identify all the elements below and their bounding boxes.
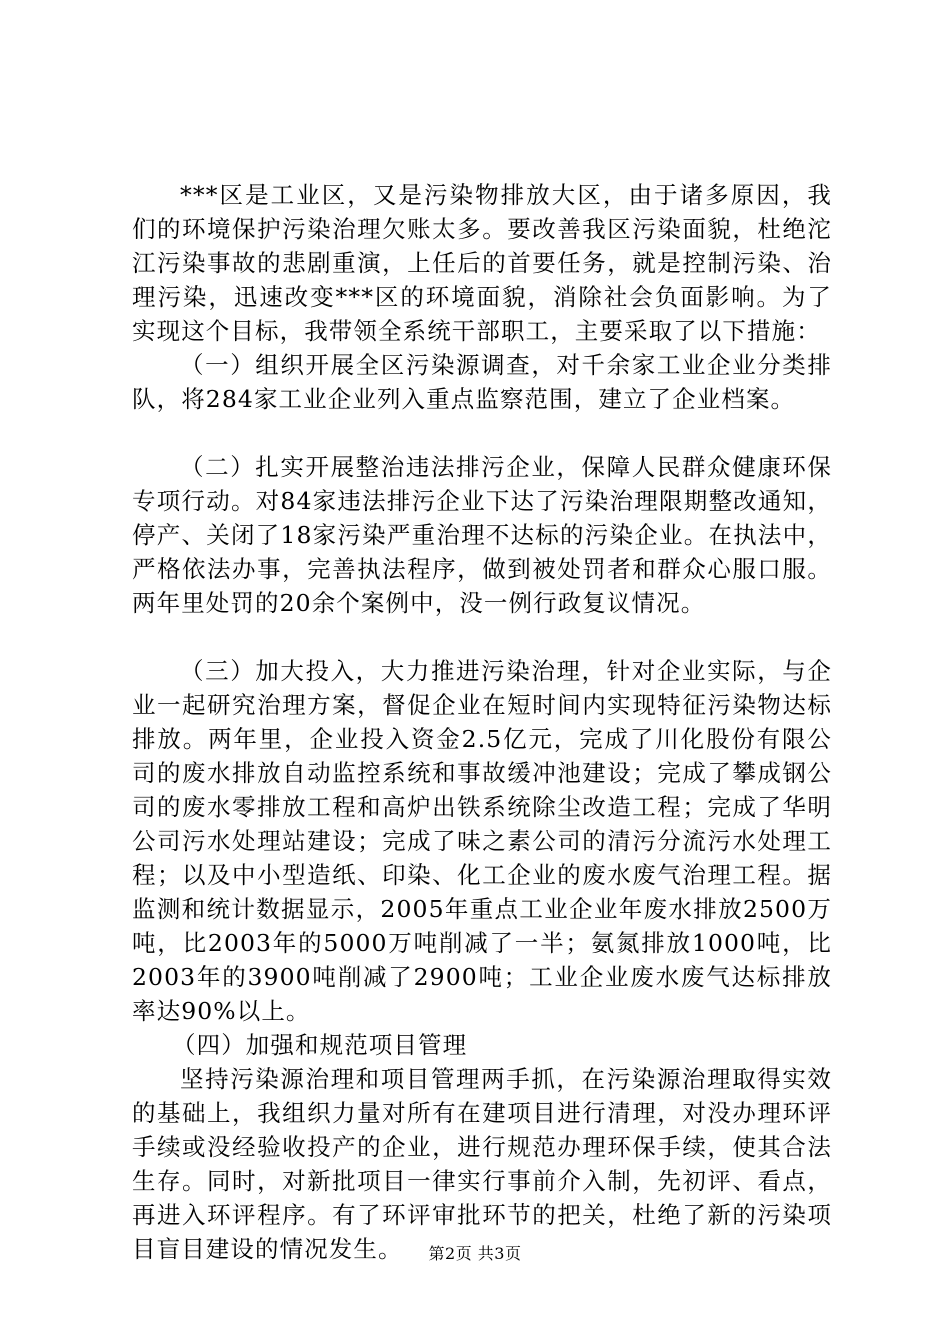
paragraph-item-4-body: 坚持污染源治理和项目管理两手抓，在污染源治理取得实效的基础上，我组织力量对所有在建项目进行清理，对没办理环评手续或没经验收投产的企业，进行规范办理环保手续，使其合法生存。同时，对新批项目一律实行事前介入制，先初评、看点，再进入环评程序。有了环评审批环节的把关，杜绝了新的污染项目盲目建设的情况发生。 [132,1065,832,1263]
paragraph-item-1: （一）组织开展全区污染源调查，对千余家工业企业分类排队，将284家工业企业列入重点监察范围，建立了企业档案。 [132,351,832,413]
paragraph-spacer [132,416,832,450]
paragraph-item-3: （三）加大投入，大力推进污染治理，针对企业实际，与企业一起研究治理方案，督促企业在短时间内实现特征污染物达标排放。两年里，企业投入资金2.5亿元，完成了川化股份有限公司的废水排放自动监控系统和事故缓冲池建设；完成了攀成钢公司的废水零排放工程和高炉出铁系统除尘改造工程；完成了华明公司污水处理站建设；完成了味之素公司的清污分流污水处理工程；以及中小型造纸、印染、化工企业的废水废气治理工程。据监测和统计数据显示，2005年重点工业企业年废水排放2500万吨，比2003年的5000万吨削减了一半；氨氮排放1000吨，比2003年的3900吨削减了2900吨；工业企业废水废气达标排放率达90%以上。 [132,657,832,1025]
section-heading-item-4: （四）加强和规范项目管理 [172,1031,468,1059]
paragraph-intro: ***区是工业区，又是污染物排放大区，由于诸多原因，我们的环境保护污染治理欠账太多。要改善我区污染面貌，杜绝沱江污染事故的悲剧重演，上任后的首要任务，就是控制污染、治理污染，迅速改变***区的环境面貌，消除社会负面影响。为了实现这个目标，我带领全系统干部职工，主要采取了以下措施： [132,181,832,345]
paragraph-item-2: （二）扎实开展整治违法排污企业，保障人民群众健康环保专项行动。对84家违法排污企业下达了污染治理限期整改通知，停产、关闭了18家污染严重治理不达标的污染企业。在执法中，严格依法办事，完善执法程序，做到被处罚者和群众心服口服。两年里处罚的20余个案例中，没一例行政复议情况。 [132,453,832,617]
document-body [132,178,832,1266]
paragraph-spacer [132,620,832,654]
page-footer: 第2页 共3页 [428,1244,522,1263]
